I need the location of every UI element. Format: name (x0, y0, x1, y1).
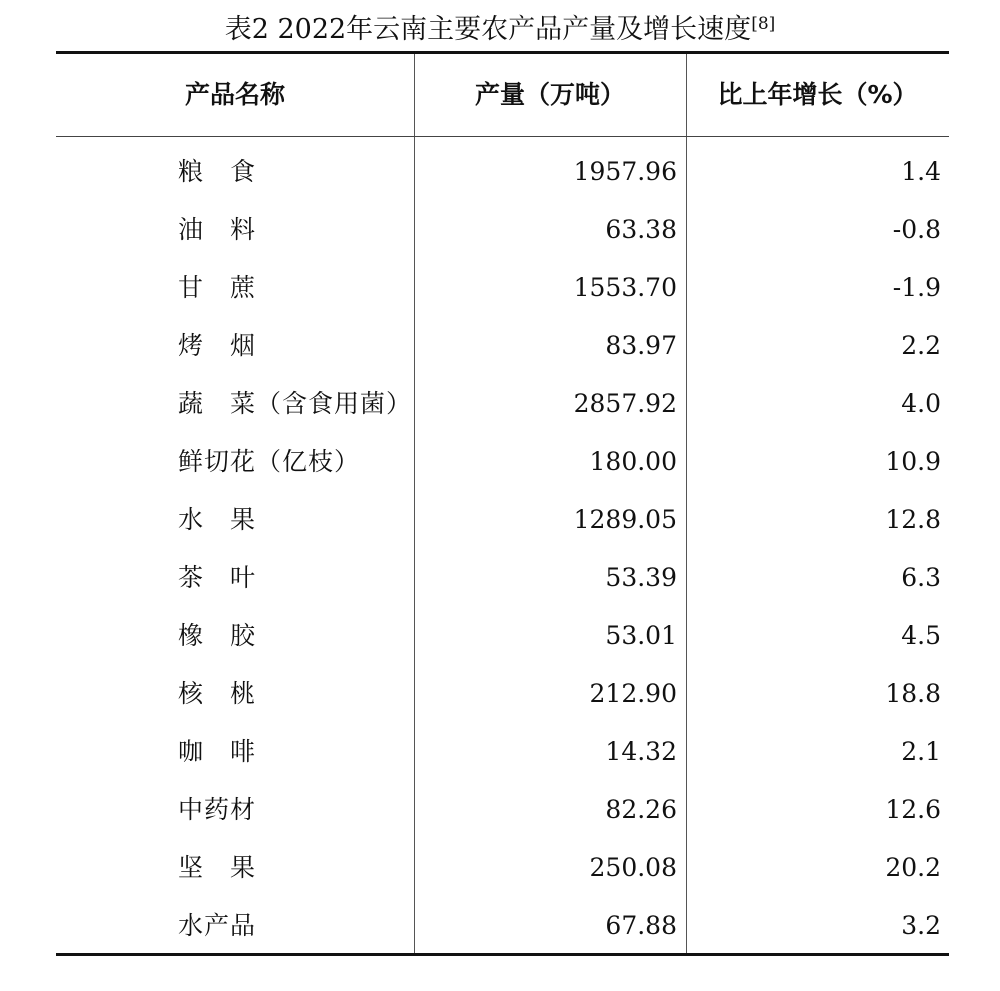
table-row (0, 839, 1000, 897)
table-row (0, 259, 1000, 317)
cell-quantity: 180.00 (589, 447, 677, 476)
table-title-text: 表2 2022年云南主要农产品产量及增长速度 (224, 14, 752, 45)
table-row (0, 549, 1000, 607)
header-rule (56, 136, 949, 137)
cell-product-name: 甘 蔗 (178, 273, 257, 302)
cell-quantity: 1289.05 (573, 505, 677, 534)
table-row (0, 723, 1000, 781)
header-growth: 比上年增长（%） (717, 80, 918, 109)
table-row (0, 375, 1000, 433)
footnote-reference[interactable]: [8] (751, 14, 776, 34)
cell-quantity: 83.97 (605, 331, 677, 360)
cell-growth: 18.8 (885, 679, 941, 708)
table-row (0, 665, 1000, 723)
table-row (0, 143, 1000, 201)
cell-growth: 4.5 (901, 621, 941, 650)
header-quantity: 产量（万吨） (474, 80, 625, 109)
cell-product-name: 水 果 (178, 505, 257, 534)
table-bottom-rule (56, 953, 949, 956)
table-row (0, 781, 1000, 839)
cell-product-name: 烤 烟 (178, 331, 257, 360)
cell-growth: -1.9 (892, 273, 941, 302)
cell-product-name: 茶 叶 (178, 563, 257, 592)
cell-product-name: 粮 食 (178, 157, 257, 186)
cell-quantity: 14.32 (605, 737, 677, 766)
cell-product-name: 中药材 (178, 795, 257, 824)
cell-product-name: 油 料 (178, 215, 257, 244)
cell-quantity: 212.90 (589, 679, 677, 708)
cell-product-name: 坚 果 (178, 853, 257, 882)
cell-product-name: 鲜切花（亿枝） (178, 447, 361, 476)
cell-growth: 10.9 (885, 447, 941, 476)
cell-product-name: 核 桃 (178, 679, 257, 708)
cell-growth: 12.6 (885, 795, 941, 824)
cell-growth: 2.2 (901, 331, 941, 360)
cell-quantity: 53.01 (605, 621, 677, 650)
cell-quantity: 1553.70 (573, 273, 677, 302)
table-row (0, 607, 1000, 665)
cell-product-name: 蔬 菜（含食用菌） (178, 389, 413, 418)
cell-growth: 6.3 (901, 563, 941, 592)
table-row (0, 491, 1000, 549)
header-product-name: 产品名称 (184, 80, 285, 109)
table-row (0, 897, 1000, 955)
cell-product-name: 橡 胶 (178, 621, 257, 650)
cell-growth: 12.8 (885, 505, 941, 534)
table-row (0, 433, 1000, 491)
cell-quantity: 1957.96 (573, 157, 677, 186)
cell-growth: 4.0 (901, 389, 941, 418)
cell-product-name: 水产品 (178, 911, 257, 940)
cell-growth: -0.8 (892, 215, 941, 244)
table-row (0, 201, 1000, 259)
table-title (0, 4, 1000, 44)
cell-quantity: 53.39 (605, 563, 677, 592)
cell-product-name: 咖 啡 (178, 737, 257, 766)
cell-quantity: 67.88 (605, 911, 677, 940)
cell-quantity: 63.38 (605, 215, 677, 244)
cell-growth: 20.2 (885, 853, 941, 882)
table-body (0, 143, 1000, 955)
cell-growth: 2.1 (901, 737, 941, 766)
cell-quantity: 2857.92 (573, 389, 677, 418)
table-row (0, 317, 1000, 375)
cell-quantity: 82.26 (605, 795, 677, 824)
cell-growth: 1.4 (901, 157, 941, 186)
cell-quantity: 250.08 (589, 853, 677, 882)
cell-growth: 3.2 (901, 911, 941, 940)
